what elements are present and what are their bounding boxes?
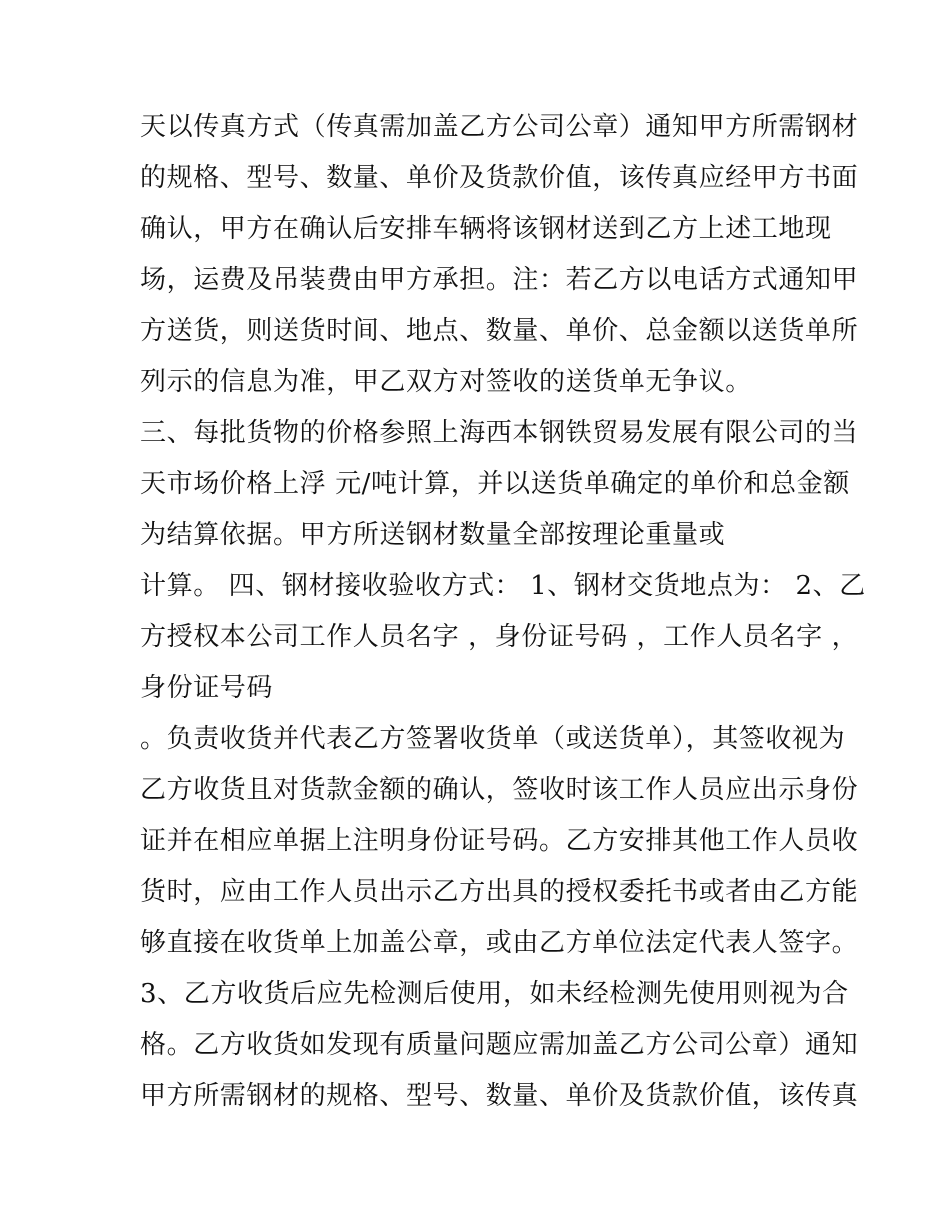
text-line: 。负责收货并代表乙方签署收货单（或送货单），其签收视为 xyxy=(140,724,846,754)
text-line: 天以传真方式（传真需加盖乙方公司公章）通知甲方所需钢材 xyxy=(140,112,859,142)
text-line: 乙方收货且对货款金额的确认，签收时该工作人员应出示身份 xyxy=(140,775,859,805)
text-line: 3、乙方收货后应先检测后使用，如未经检测先使用则视为合 xyxy=(140,979,849,1009)
text-line: 确认，甲方在确认后安排车辆将该钢材送到乙方上述工地现 xyxy=(140,214,832,244)
text-line: 格。乙方收货如发现有质量问题应需加盖乙方公司公章）通知 xyxy=(140,1030,859,1060)
text-line: 方授权本公司工作人员名字 ，身份证号码 ，工作人员名字 ， xyxy=(140,622,859,652)
text-line: 的规格、型号、数量、单价及货款价值，该传真应经甲方书面 xyxy=(140,163,859,193)
text-line: 计算。 四、钢材接收验收方式： 1、钢材交货地点为： 2、乙 xyxy=(140,571,866,601)
text-line: 甲方所需钢材的规格、型号、数量、单价及货款价值，该传真 xyxy=(140,1081,859,1111)
text-line: 天市场价格上浮 元/吨计算，并以送货单确定的单价和总金额 xyxy=(140,469,850,499)
text-line: 证并在相应单据上注明身份证号码。乙方安排其他工作人员收 xyxy=(140,826,859,856)
text-line: 三、每批货物的价格参照上海西本钢铁贸易发展有限公司的当 xyxy=(140,418,859,448)
text-line: 场，运费及吊装费由甲方承担。注：若乙方以电话方式通知甲 xyxy=(140,265,859,295)
text-line: 列示的信息为准，甲乙双方对签收的送货单无争议。 xyxy=(140,367,752,397)
text-line: 货时，应由工作人员出示乙方出具的授权委托书或者由乙方能 xyxy=(140,877,859,907)
text-line: 方送货，则送货时间、地点、数量、单价、总金额以送货单所 xyxy=(140,316,859,346)
text-line: 身份证号码 xyxy=(140,673,274,703)
text-line: 为结算依据。甲方所送钢材数量全部按理论重量或 xyxy=(140,520,726,550)
text-line: 够直接在收货单上加盖公章，或由乙方单位法定代表人签字。 xyxy=(140,928,859,958)
